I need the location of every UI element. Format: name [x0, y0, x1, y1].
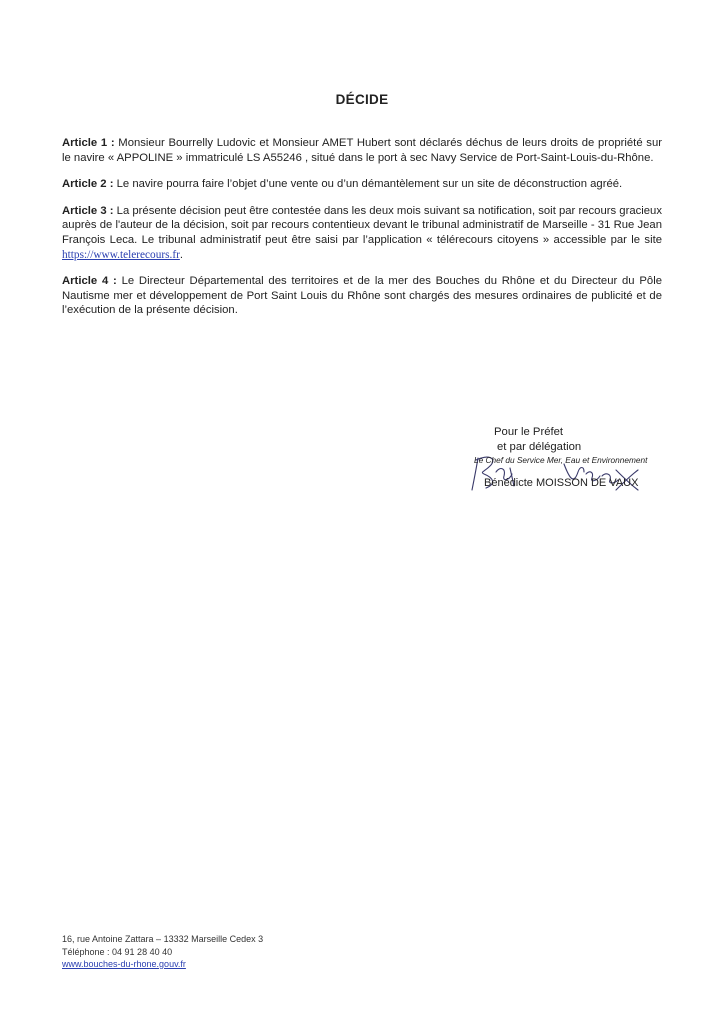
footer-address: 16, rue Antoine Zattara – 13332 Marseille Cedex 3: [62, 934, 264, 944]
signature-line-delegation: et par délégation: [497, 440, 582, 453]
article-1-text: Monsieur Bourrelly Ludovic et Monsieur AMET Hubert sont déclarés déchus de leurs droits de propriété sur le navire « APPOLINE » immatriculé LS A55246 , situé dans le port à sec Navy Service de Port-Saint-Louis-du-Rhône.: [62, 137, 662, 164]
article-3-text: La présente décision peut être contestée dans les deux mois suivant sa notification, soit par recours gracieux auprès de l'auteur de la décision, soit par recours contentieux devant le tribunal administratif de Marseille - 31 Rue Jean François Leca. Le tribunal administratif peut être saisi par l’application « télérecours citoyens » accessible par le site: [62, 204, 662, 246]
telerecours-link[interactable]: https://www.telerecours.fr: [62, 248, 180, 261]
footer: [62, 933, 263, 971]
article-2-text: Le navire pourra faire l’objet d’une vente ou d’un démantèlement sur un site de déconstruction agréé.: [113, 178, 623, 191]
article-1-label: Article 1 :: [62, 137, 115, 149]
signatory-role: Le Chef du Service Mer, Eau et Environnement: [474, 455, 648, 465]
article-3-end: .: [179, 248, 183, 261]
signature-line-prefet: Pour le Préfet: [494, 426, 564, 438]
article-2: [62, 177, 662, 192]
article-4-label: Article 4 :: [62, 275, 117, 288]
signatory-name: Bénédicte MOISSON DE VAUX: [484, 477, 639, 489]
article-1: [62, 136, 662, 165]
article-2-label: Article 2 :: [62, 178, 114, 191]
article-3: [62, 204, 662, 262]
article-4: [62, 274, 662, 318]
article-4-text: Le Directeur Départemental des territoires et de la mer des Bouches du Rhône et du Directeur du Pôle Nautisme mer et développement de Port Saint Louis du Rhône sont chargés des mesures ordinaires de publicité et de l’exécution de la présente décision.: [62, 275, 662, 317]
article-3-label: Article 3 :: [62, 204, 114, 217]
footer-website-link[interactable]: www.bouches-du-rhone.gouv.fr: [62, 959, 186, 969]
articles-section: [62, 136, 662, 330]
decision-heading: DÉCIDE: [335, 92, 389, 107]
footer-phone: Téléphone : 04 91 28 40 40: [62, 946, 173, 957]
